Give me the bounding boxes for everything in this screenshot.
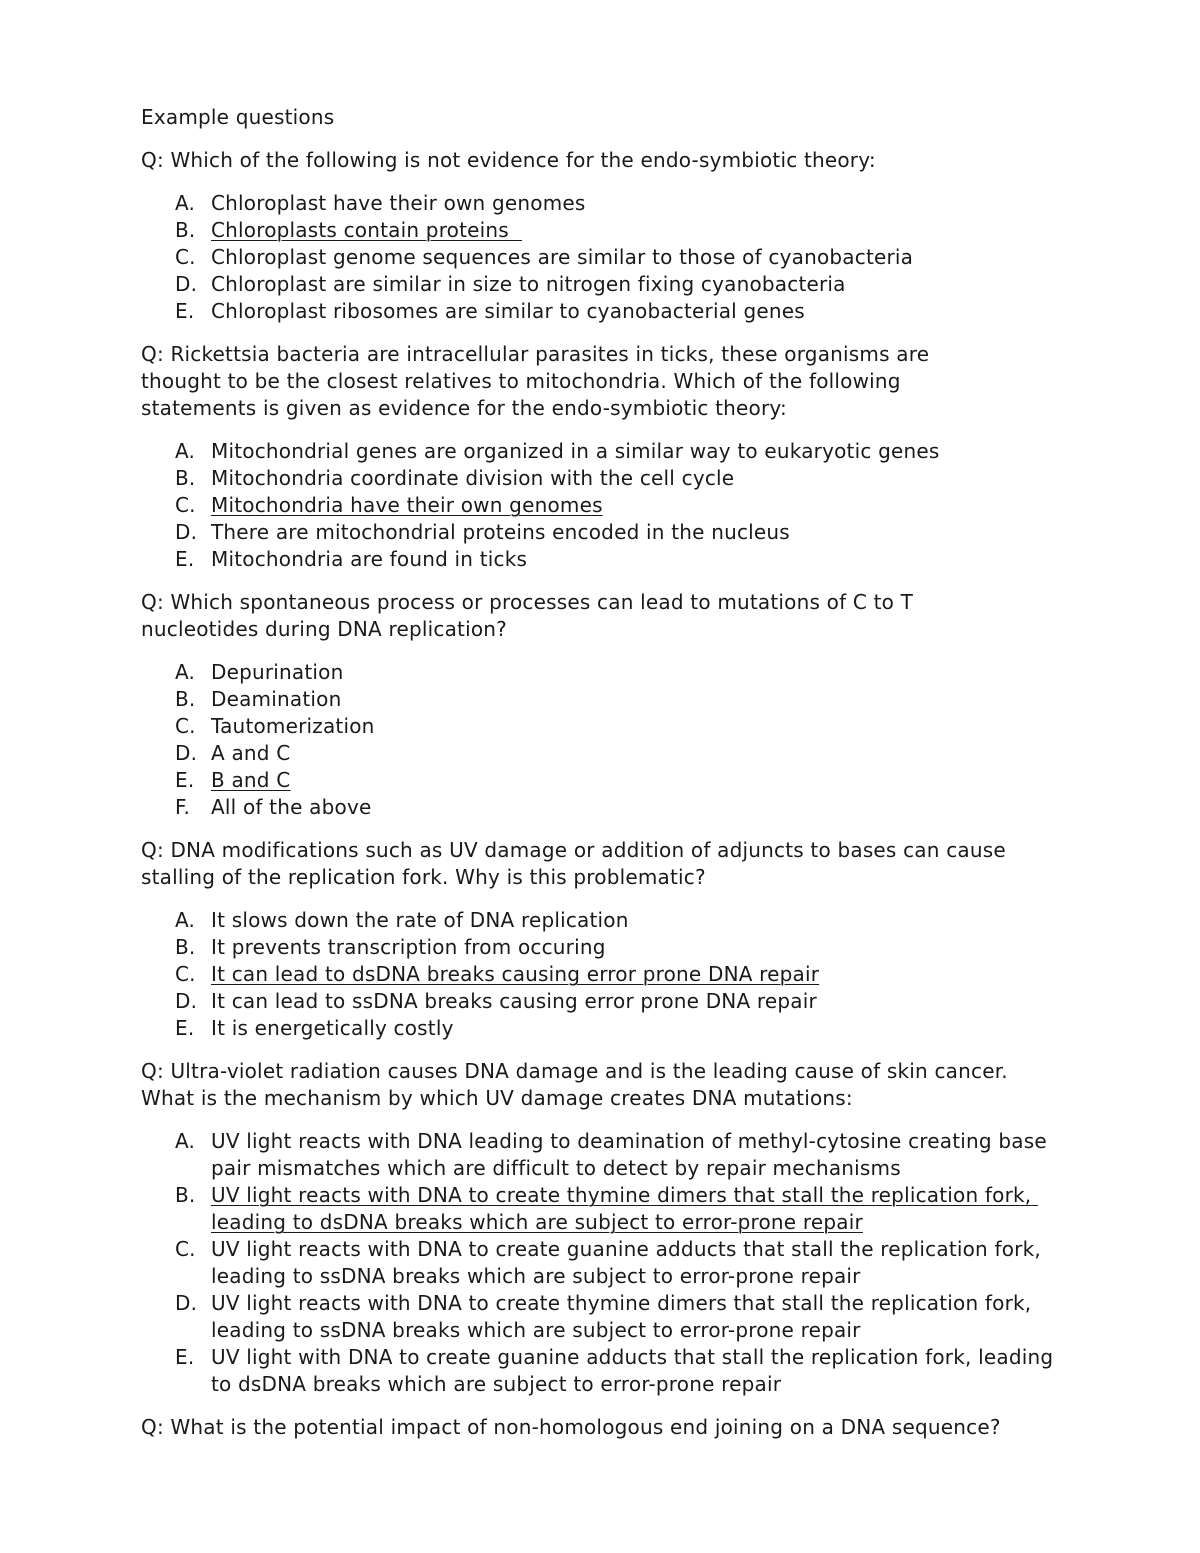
question-prompt: Q: Which of the following is not evidence for the endo-symbiotic theory:	[141, 148, 876, 172]
option-text: It can lead to ssDNA breaks causing error prone DNA repair	[211, 989, 817, 1013]
question-prompt: Q: Ultra-violet radiation causes DNA damage and is the leading cause of skin cancer. What is the mechanism by which UV damage creates DNA mutations:	[141, 1059, 1008, 1110]
answer-option-d	[141, 1290, 1071, 1344]
answer-option-a	[141, 907, 1071, 934]
option-text: UV light reacts with DNA to create guanine adducts that stall the replication fork, leading to ssDNA breaks which are subject to error-prone repair	[211, 1237, 1041, 1288]
option-letter: E.	[175, 768, 195, 792]
option-letter: C.	[175, 493, 196, 517]
option-letter: D.	[175, 272, 198, 296]
answer-option-d	[141, 271, 1071, 298]
answer-option-b	[141, 217, 1071, 244]
option-text: A and C	[211, 741, 291, 765]
option-text: It slows down the rate of DNA replication	[211, 908, 629, 932]
answer-option-c	[141, 492, 1071, 519]
answer-option-c	[141, 1236, 1071, 1290]
option-text: B and C	[211, 768, 291, 792]
question-prompt: Q: Which spontaneous process or processes can lead to mutations of C to T nucleotides during DNA replication?	[141, 590, 914, 641]
answer-option-e	[141, 546, 1071, 573]
option-text: Chloroplasts contain proteins	[211, 218, 523, 242]
question-prompt: Q: What is the potential impact of non-homologous end joining on a DNA sequence?	[141, 1415, 1001, 1439]
option-letter: A.	[175, 439, 196, 463]
option-letter: D.	[175, 520, 198, 544]
answer-option-e	[141, 1344, 1071, 1398]
option-letter: B.	[175, 466, 196, 490]
option-letter: E.	[175, 1016, 195, 1040]
option-letter: A.	[175, 660, 196, 684]
question-1	[141, 147, 1071, 325]
answer-option-a	[141, 190, 1071, 217]
option-letter: E.	[175, 547, 195, 571]
option-text: Mitochondria have their own genomes	[211, 493, 603, 517]
option-text: Deamination	[211, 687, 342, 711]
answer-option-e	[141, 1015, 1071, 1042]
option-text: Chloroplast are similar in size to nitrogen fixing cyanobacteria	[211, 272, 846, 296]
answer-option-d	[141, 519, 1071, 546]
answer-option-f	[141, 794, 1071, 821]
answer-options	[141, 907, 1071, 1042]
option-text: It is energetically costly	[211, 1016, 454, 1040]
option-letter: C.	[175, 962, 196, 986]
answer-option-e	[141, 298, 1071, 325]
option-text: Mitochondrial genes are organized in a similar way to eukaryotic genes	[211, 439, 940, 463]
option-text: Depurination	[211, 660, 344, 684]
option-text: There are mitochondrial proteins encoded in the nucleus	[211, 520, 790, 544]
option-text: Tautomerization	[211, 714, 375, 738]
answer-option-b	[141, 934, 1071, 961]
option-letter: B.	[175, 1183, 196, 1207]
option-text: Mitochondria coordinate division with the cell cycle	[211, 466, 735, 490]
question-prompt: Q: Rickettsia bacteria are intracellular parasites in ticks, these organisms are thought to be the closest relatives to mitochondria. Which of the following statements is given as evidence for the endo-symbiotic theory:	[141, 342, 930, 420]
answer-options	[141, 1128, 1071, 1398]
option-letter: C.	[175, 245, 196, 269]
answer-option-a	[141, 438, 1071, 465]
option-text: UV light reacts with DNA leading to deamination of methyl-cytosine creating base pair mismatches which are difficult to detect by repair mechanisms	[211, 1129, 1047, 1180]
option-text: UV light with DNA to create guanine adducts that stall the replication fork, leading to dsDNA breaks which are subject to error-prone repair	[211, 1345, 1054, 1396]
option-letter: A.	[175, 191, 196, 215]
option-letter: A.	[175, 1129, 196, 1153]
option-text: UV light reacts with DNA to create thymine dimers that stall the replication fork, leading to dsDNA breaks which are subject to error-prone repair	[211, 1183, 1038, 1234]
option-text: Chloroplast genome sequences are similar to those of cyanobacteria	[211, 245, 914, 269]
answer-option-b	[141, 1182, 1071, 1236]
option-text: All of the above	[211, 795, 372, 819]
option-text: Chloroplast have their own genomes	[211, 191, 586, 215]
question-3	[141, 589, 1071, 821]
answer-option-b	[141, 465, 1071, 492]
answer-options	[141, 659, 1071, 821]
answer-option-e	[141, 767, 1071, 794]
option-text: Mitochondria are found in ticks	[211, 547, 528, 571]
answer-options	[141, 438, 1071, 573]
answer-options	[141, 190, 1071, 325]
option-text: UV light reacts with DNA to create thymine dimers that stall the replication fork, leading to ssDNA breaks which are subject to error-prone repair	[211, 1291, 1032, 1342]
option-letter: A.	[175, 908, 196, 932]
question-prompt: Q: DNA modifications such as UV damage or addition of adjuncts to bases can cause stalling of the replication fork. Why is this problematic?	[141, 838, 1006, 889]
option-letter: D.	[175, 1291, 198, 1315]
option-letter: B.	[175, 935, 196, 959]
option-letter: C.	[175, 714, 196, 738]
option-letter: C.	[175, 1237, 196, 1261]
option-letter: E.	[175, 1345, 195, 1369]
option-letter: B.	[175, 687, 196, 711]
option-letter: F.	[175, 795, 191, 819]
answer-option-d	[141, 988, 1071, 1015]
page-title: Example questions	[141, 105, 335, 129]
question-2	[141, 341, 1071, 573]
answer-option-a	[141, 1128, 1071, 1182]
answer-option-c	[141, 244, 1071, 271]
document-page	[141, 104, 1071, 1457]
option-letter: D.	[175, 989, 198, 1013]
option-text: It can lead to dsDNA breaks causing error prone DNA repair	[211, 962, 820, 986]
question-6	[141, 1414, 1071, 1441]
answer-option-c	[141, 713, 1071, 740]
option-text: It prevents transcription from occuring	[211, 935, 606, 959]
option-letter: D.	[175, 741, 198, 765]
answer-option-d	[141, 740, 1071, 767]
answer-option-a	[141, 659, 1071, 686]
option-letter: E.	[175, 299, 195, 323]
question-5	[141, 1058, 1071, 1398]
question-4	[141, 837, 1071, 1042]
answer-option-c	[141, 961, 1071, 988]
option-letter: B.	[175, 218, 196, 242]
answer-option-b	[141, 686, 1071, 713]
option-text: Chloroplast ribosomes are similar to cyanobacterial genes	[211, 299, 805, 323]
